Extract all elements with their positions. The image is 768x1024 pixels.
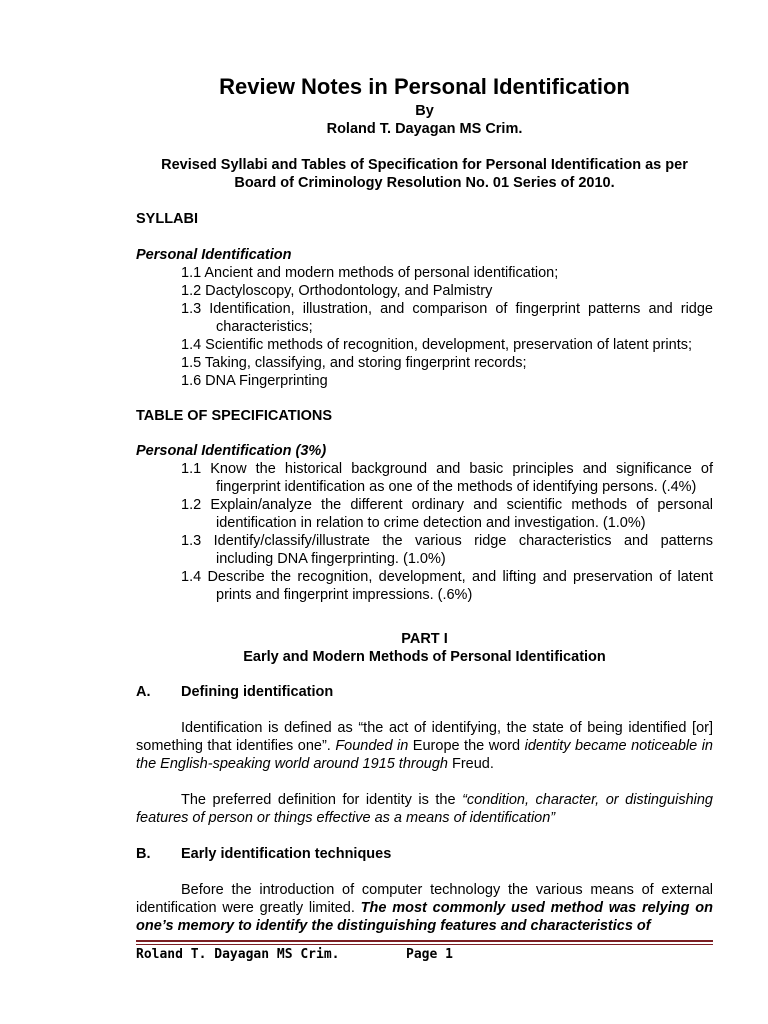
- section-b-heading: [136, 845, 713, 863]
- specs-item: 1.4 Describe the recognition, development, and lifting and preservation of latent prints and fingerprint impressions. (.6%): [181, 569, 713, 603]
- section-title: Defining identification: [181, 684, 334, 700]
- bold-italic-run: The most commonly used method was relying on one’s memory to identify the distinguishing features and characteristics of: [136, 900, 713, 934]
- footer-rule-thin: [136, 944, 713, 945]
- syllabi-item: 1.4 Scientific methods of recognition, development, preservation of latent prints;: [181, 337, 693, 353]
- page-content: [136, 72, 713, 935]
- section-title: Early identification techniques: [181, 846, 392, 862]
- footer-rule: [136, 940, 713, 942]
- part-title: Early and Modern Methods of Personal Identification: [243, 649, 606, 665]
- syllabi-subheading: Personal Identification: [136, 247, 292, 263]
- page-footer: [136, 947, 453, 963]
- text-run: Identification is defined as “the act of identifying, the state of being identified [or] something that identifies one”.: [136, 720, 713, 754]
- syllabi-item: 1.2 Dactyloscopy, Orthodontology, and Palmistry: [181, 283, 493, 299]
- section-letter: B.: [136, 846, 151, 862]
- specs-item: 1.2 Explain/analyze the different ordinary and scientific methods of personal identification in relation to crime detection and investigation. (1.0%): [181, 497, 713, 531]
- italic-run: “condition, character, or distinguishing features of person or things effective as a means of identification”: [136, 792, 713, 826]
- early-techniques-paragraph: [136, 881, 713, 935]
- subtitle-line-2: Board of Criminology Resolution No. 01 Series of 2010.: [234, 175, 615, 191]
- footer-author: Roland T. Dayagan MS Crim.: [136, 947, 340, 962]
- author-line: Roland T. Dayagan MS Crim.: [326, 121, 523, 137]
- footer-page-number: Page 1: [406, 947, 453, 962]
- identification-definition-paragraph: [136, 719, 713, 773]
- syllabi-item: 1.3 Identification, illustration, and comparison of fingerprint patterns and ridge characteristics;: [181, 301, 713, 335]
- syllabi-heading: SYLLABI: [136, 211, 199, 227]
- specs-heading: TABLE OF SPECIFICATIONS: [136, 408, 333, 424]
- document-title: Review Notes in Personal Identification: [219, 74, 630, 99]
- italic-run: Founded in: [335, 738, 409, 754]
- specs-list: [136, 460, 713, 604]
- text-run: Europe the word: [408, 738, 525, 754]
- text-run: The preferred definition for identity is the: [181, 792, 463, 808]
- section-a-heading: [136, 683, 713, 701]
- italic-run: identity became noticeable in the English-speaking world around 1915 through: [136, 738, 713, 772]
- specs-item: 1.3 Identify/classify/illustrate the various ridge characteristics and patterns including DNA fingerprinting. (1.0%): [181, 533, 713, 567]
- syllabi-item: 1.1 Ancient and modern methods of personal identification;: [181, 265, 559, 281]
- by-line: By: [415, 103, 434, 119]
- section-letter: A.: [136, 684, 151, 700]
- part-label: PART I: [401, 631, 448, 647]
- identity-definition-paragraph: [136, 791, 713, 827]
- text-run: Before the introduction of computer technology the various means of external identification were greatly limited.: [136, 882, 713, 916]
- syllabi-item: 1.5 Taking, classifying, and storing fingerprint records;: [181, 355, 527, 371]
- syllabi-item: 1.6 DNA Fingerprinting: [181, 373, 328, 389]
- specs-subheading: Personal Identification (3%): [136, 443, 327, 459]
- subtitle-line-1: Revised Syllabi and Tables of Specification for Personal Identification as per: [161, 157, 688, 173]
- text-run: Freud.: [447, 756, 494, 772]
- syllabi-list: [136, 264, 713, 390]
- specs-item: 1.1 Know the historical background and basic principles and significance of fingerprint identification as one of the methods of identifying persons. (.4%): [181, 461, 713, 495]
